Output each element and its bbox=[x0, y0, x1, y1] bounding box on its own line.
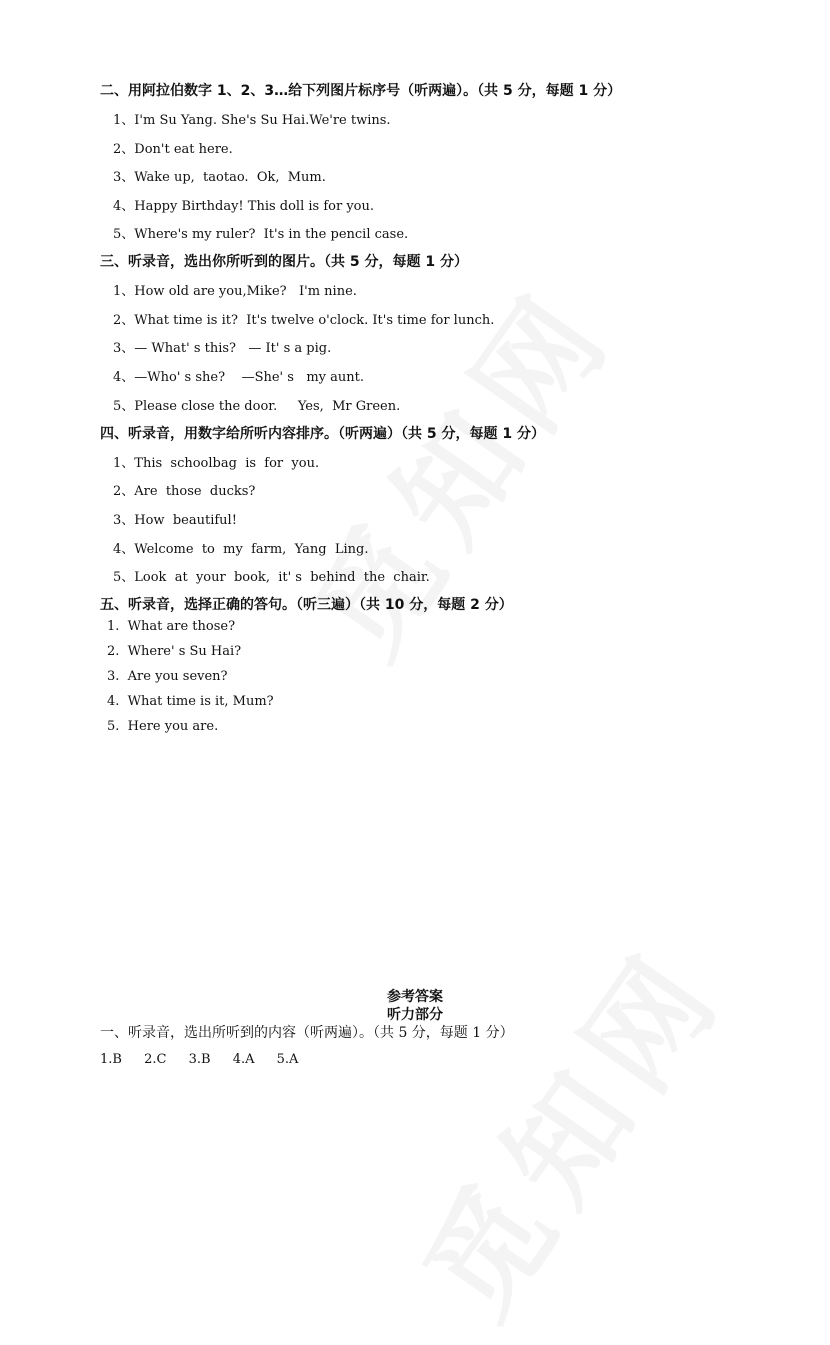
section-heading-2: 二、用阿拉伯数字 1、2、3…给下列图片标序号（听两遍）。（共 5 分，每题 1 分） bbox=[100, 83, 622, 99]
list-item: 4、—Who' s she? —She' s my aunt. bbox=[113, 370, 364, 385]
list-item: 5、Please close the door. Yes, Mr Green. bbox=[113, 399, 401, 414]
answer-section-heading-1: 一、听录音，选出所听到的内容（听两遍）。（共 5 分，每题 1 分） bbox=[100, 1025, 514, 1041]
list-item: 2. Where' s Su Hai? bbox=[107, 644, 242, 659]
answer-key-title: 参考答案 bbox=[387, 989, 443, 1005]
section-heading-5: 五、听录音，选择正确的答句。（听三遍）（共 10 分，每题 2 分） bbox=[100, 597, 513, 613]
section-heading-3: 三、听录音，选出你所听到的图片。（共 5 分，每题 1 分） bbox=[100, 254, 468, 270]
list-item: 1、I'm Su Yang. She's Su Hai.We're twins. bbox=[113, 113, 391, 128]
list-item: 1. What are those? bbox=[107, 619, 236, 634]
list-item: 3. Are you seven? bbox=[107, 669, 228, 684]
list-item: 3、How beautiful! bbox=[113, 513, 237, 528]
list-item: 5、Where's my ruler? It's in the pencil case. bbox=[113, 227, 409, 242]
list-item: 2、Are those ducks? bbox=[113, 484, 256, 499]
list-item: 3、— What' s this? — It' s a pig. bbox=[113, 341, 332, 356]
list-item: 5. Here you are. bbox=[107, 719, 219, 734]
answer-list bbox=[100, 1052, 316, 1067]
section-heading-4: 四、听录音，用数字给所听内容排序。（听两遍）（共 5 分，每题 1 分） bbox=[100, 426, 545, 442]
list-item: 4. What time is it, Mum? bbox=[107, 694, 274, 709]
list-item: 2、What time is it? It's twelve o'clock. It's time for lunch. bbox=[113, 313, 495, 328]
list-item: 1、How old are you,Mike? I'm nine. bbox=[113, 284, 357, 299]
answer-item: 2.C bbox=[144, 1052, 167, 1067]
answer-item: 3.B bbox=[188, 1052, 211, 1067]
list-item: 3、Wake up, taotao. Ok, Mum. bbox=[113, 170, 326, 185]
answer-item: 4.A bbox=[232, 1052, 255, 1067]
list-item: 4、Welcome to my farm, Yang Ling. bbox=[113, 542, 369, 557]
answer-item: 1.B bbox=[100, 1052, 122, 1067]
list-item: 2、Don't eat here. bbox=[113, 142, 233, 157]
answer-item: 5.A bbox=[276, 1052, 299, 1067]
answer-key-subtitle: 听力部分 bbox=[387, 1007, 443, 1023]
list-item: 5、Look at your book, it' s behind the chair. bbox=[113, 570, 430, 585]
list-item: 1、This schoolbag is for you. bbox=[113, 456, 320, 471]
list-item: 4、Happy Birthday! This doll is for you. bbox=[113, 199, 374, 214]
